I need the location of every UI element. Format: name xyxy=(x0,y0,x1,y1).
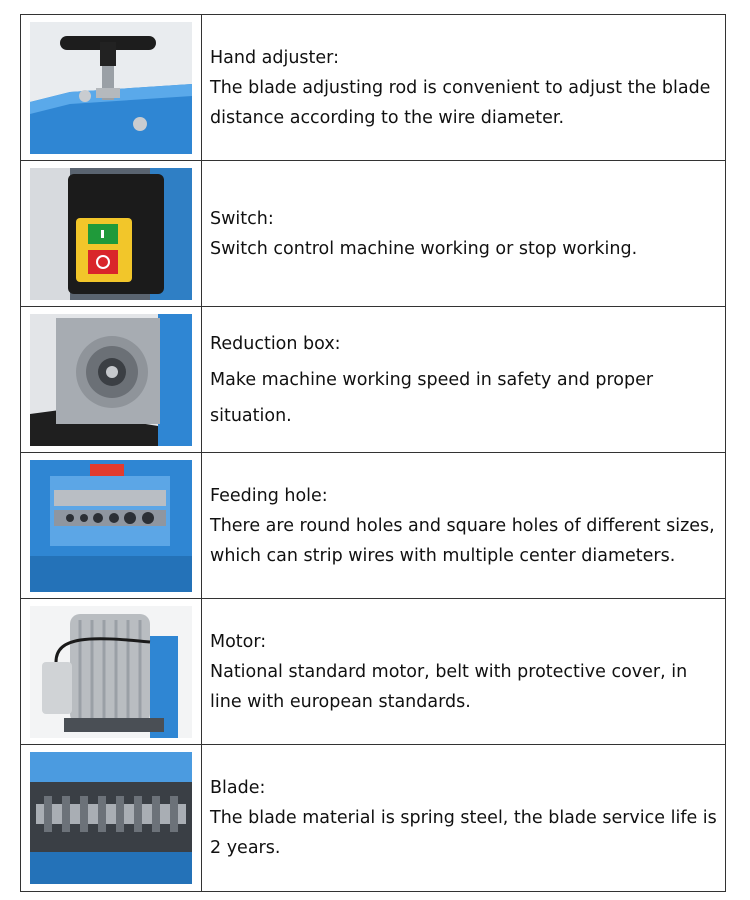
image-cell xyxy=(21,307,202,452)
feature-title: Switch: xyxy=(210,208,274,229)
feature-title: Motor: xyxy=(210,631,267,652)
feature-row-reduction-box xyxy=(21,307,725,453)
switch-photo xyxy=(30,168,192,300)
feature-description: Switch control machine working or stop working. xyxy=(210,238,638,259)
image-cell xyxy=(21,453,202,598)
text-cell xyxy=(202,745,725,891)
feature-description: There are round holes and square holes of different sizes, which can strip wires with multiple center diameters. xyxy=(210,515,715,566)
feature-description: Make machine working speed in safety and proper situation. xyxy=(210,369,654,426)
feature-row-blade xyxy=(21,745,725,891)
feeding-hole-photo xyxy=(30,460,192,592)
feature-table xyxy=(20,14,726,892)
image-cell xyxy=(21,15,202,160)
image-cell xyxy=(21,599,202,744)
blade-photo xyxy=(30,752,192,884)
feature-title: Hand adjuster: xyxy=(210,47,339,68)
feature-row-hand-adjuster xyxy=(21,15,725,161)
image-cell xyxy=(21,161,202,306)
feature-description: The blade adjusting rod is convenient to adjust the blade distance according to the wire diameter. xyxy=(210,77,711,128)
hand-adjuster-photo xyxy=(30,22,192,154)
image-cell xyxy=(21,745,202,891)
feature-row-motor xyxy=(21,599,725,745)
text-cell xyxy=(202,599,725,744)
feature-description: The blade material is spring steel, the blade service life is 2 years. xyxy=(210,808,717,858)
feature-row-switch xyxy=(21,161,725,307)
text-cell xyxy=(202,307,725,452)
feature-description: National standard motor, belt with protective cover, in line with european standards. xyxy=(210,661,688,712)
feature-title: Feeding hole: xyxy=(210,485,328,506)
text-cell xyxy=(202,161,725,306)
text-cell xyxy=(202,453,725,598)
feature-title: Reduction box: xyxy=(210,333,341,354)
motor-photo xyxy=(30,606,192,738)
reduction-box-photo xyxy=(30,314,192,446)
text-cell xyxy=(202,15,725,160)
feature-row-feeding-hole xyxy=(21,453,725,599)
feature-title: Blade: xyxy=(210,778,266,798)
